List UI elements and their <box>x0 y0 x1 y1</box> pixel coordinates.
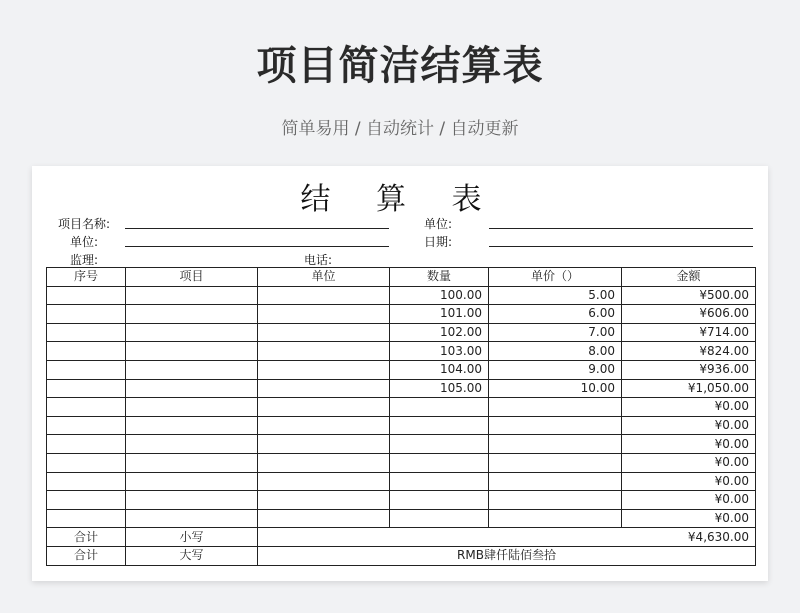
cell-qty[interactable] <box>390 435 489 454</box>
cell-amount[interactable]: ¥0.00 <box>622 472 756 491</box>
date-field[interactable] <box>489 246 753 247</box>
cell-qty[interactable] <box>390 491 489 510</box>
cell-item[interactable] <box>126 360 258 379</box>
cell-amount[interactable]: ¥824.00 <box>622 342 756 361</box>
cell-unit[interactable] <box>258 342 390 361</box>
cell-no[interactable] <box>47 379 126 398</box>
settlement-sheet <box>32 166 768 581</box>
table-row <box>47 398 756 417</box>
table-row <box>47 360 756 379</box>
table-row <box>47 342 756 361</box>
table-row <box>47 305 756 324</box>
cell-qty[interactable] <box>390 472 489 491</box>
unit-right-field[interactable] <box>489 228 753 229</box>
settlement-table <box>46 267 756 566</box>
cell-amount[interactable]: ¥500.00 <box>622 286 756 305</box>
sheet-title: 结 算 表 <box>300 182 500 217</box>
cell-item[interactable] <box>126 509 258 528</box>
cell-amount[interactable]: ¥1,050.00 <box>622 379 756 398</box>
cell-no[interactable] <box>47 360 126 379</box>
page-subtitle: 简单易用 / 自动统计 / 自动更新 <box>281 119 519 139</box>
cell-unit[interactable] <box>258 491 390 510</box>
cell-unit[interactable] <box>258 398 390 417</box>
cell-qty[interactable] <box>390 398 489 417</box>
project-name-label: 项目名称: <box>58 217 111 231</box>
column-header-qty: 数量 <box>390 268 489 287</box>
cell-unit[interactable] <box>258 305 390 324</box>
cell-price[interactable] <box>489 491 622 510</box>
page-title: 项目简洁结算表 <box>256 43 544 89</box>
cell-unit[interactable] <box>258 323 390 342</box>
cell-price[interactable] <box>489 453 622 472</box>
cell-unit[interactable] <box>258 286 390 305</box>
cell-no[interactable] <box>47 491 126 510</box>
cell-no[interactable] <box>47 453 126 472</box>
cell-unit[interactable] <box>258 472 390 491</box>
cell-price[interactable]: 7.00 <box>489 323 622 342</box>
table-row <box>47 491 756 510</box>
cell-no[interactable] <box>47 398 126 417</box>
total-big-row <box>47 546 756 565</box>
date-label: 日期: <box>424 235 453 249</box>
cell-unit[interactable] <box>258 509 390 528</box>
cell-qty[interactable]: 102.00 <box>390 323 489 342</box>
cell-price[interactable] <box>489 509 622 528</box>
supervisor-label: 监理: <box>70 253 99 267</box>
cell-amount[interactable]: ¥0.00 <box>622 398 756 417</box>
unit-left-label: 单位: <box>70 235 99 249</box>
cell-price[interactable]: 5.00 <box>489 286 622 305</box>
cell-no[interactable] <box>47 416 126 435</box>
cell-no[interactable] <box>47 286 126 305</box>
cell-no[interactable] <box>47 323 126 342</box>
cell-unit[interactable] <box>258 379 390 398</box>
cell-no[interactable] <box>47 472 126 491</box>
cell-amount[interactable]: ¥0.00 <box>622 416 756 435</box>
unit-right-label: 单位: <box>424 217 453 231</box>
cell-item[interactable] <box>126 305 258 324</box>
cell-amount[interactable]: ¥936.00 <box>622 360 756 379</box>
cell-unit[interactable] <box>258 360 390 379</box>
unit-left-field[interactable] <box>125 246 389 247</box>
table-row <box>47 379 756 398</box>
cell-qty[interactable]: 101.00 <box>390 305 489 324</box>
cell-unit[interactable] <box>258 416 390 435</box>
cell-no[interactable] <box>47 342 126 361</box>
total-small-row <box>47 528 756 547</box>
total-label: 合计 <box>47 528 126 547</box>
cell-item[interactable] <box>126 286 258 305</box>
cell-price[interactable] <box>489 472 622 491</box>
table-row <box>47 453 756 472</box>
cell-qty[interactable]: 105.00 <box>390 379 489 398</box>
total-small-value[interactable]: ¥4,630.00 <box>258 528 756 547</box>
cell-no[interactable] <box>47 435 126 454</box>
cell-item[interactable] <box>126 416 258 435</box>
cell-qty[interactable] <box>390 509 489 528</box>
column-header-amount: 金额 <box>622 268 756 287</box>
cell-amount[interactable]: ¥606.00 <box>622 305 756 324</box>
cell-qty[interactable] <box>390 416 489 435</box>
cell-amount[interactable]: ¥0.00 <box>622 509 756 528</box>
table-row <box>47 435 756 454</box>
total-type-big: 大写 <box>126 546 258 565</box>
total-big-value[interactable]: RMB肆仟陆佰叁拾 <box>258 546 756 565</box>
cell-amount[interactable]: ¥0.00 <box>622 435 756 454</box>
cell-item[interactable] <box>126 379 258 398</box>
cell-qty[interactable]: 100.00 <box>390 286 489 305</box>
cell-no[interactable] <box>47 509 126 528</box>
project-name-field[interactable] <box>125 228 389 229</box>
cell-item[interactable] <box>126 472 258 491</box>
total-label: 合计 <box>47 546 126 565</box>
table-row <box>47 286 756 305</box>
column-header-item: 项目 <box>126 268 258 287</box>
total-type-small: 小写 <box>126 528 258 547</box>
column-header-price: 单价（） <box>489 268 622 287</box>
phone-label: 电话: <box>304 253 333 267</box>
cell-item[interactable] <box>126 491 258 510</box>
cell-price[interactable] <box>489 435 622 454</box>
column-header-no: 序号 <box>47 268 126 287</box>
cell-item[interactable] <box>126 453 258 472</box>
cell-unit[interactable] <box>258 453 390 472</box>
cell-amount[interactable]: ¥0.00 <box>622 491 756 510</box>
cell-amount[interactable]: ¥714.00 <box>622 323 756 342</box>
cell-item[interactable] <box>126 435 258 454</box>
cell-no[interactable] <box>47 305 126 324</box>
cell-qty[interactable]: 104.00 <box>390 360 489 379</box>
cell-qty[interactable]: 103.00 <box>390 342 489 361</box>
table-row <box>47 472 756 491</box>
column-header-unit: 单位 <box>258 268 390 287</box>
cell-price[interactable] <box>489 398 622 417</box>
table-row <box>47 509 756 528</box>
cell-qty[interactable] <box>390 453 489 472</box>
table-row <box>47 323 756 342</box>
cell-price[interactable]: 8.00 <box>489 342 622 361</box>
cell-price[interactable]: 10.00 <box>489 379 622 398</box>
cell-price[interactable]: 9.00 <box>489 360 622 379</box>
cell-item[interactable] <box>126 398 258 417</box>
cell-item[interactable] <box>126 342 258 361</box>
cell-price[interactable]: 6.00 <box>489 305 622 324</box>
cell-item[interactable] <box>126 323 258 342</box>
table-row <box>47 416 756 435</box>
table-header-row <box>47 268 756 287</box>
cell-amount[interactable]: ¥0.00 <box>622 453 756 472</box>
cell-price[interactable] <box>489 416 622 435</box>
cell-unit[interactable] <box>258 435 390 454</box>
